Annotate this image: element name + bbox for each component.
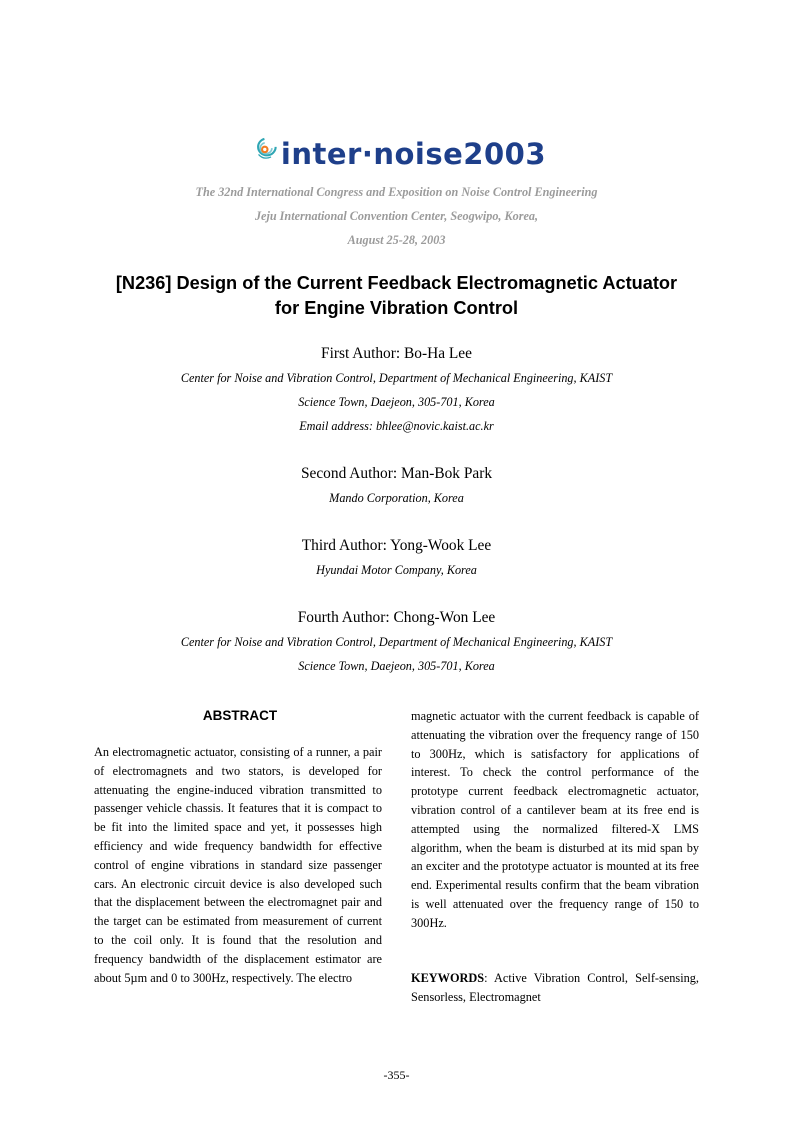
author-1-affiliation: Center for Noise and Vibration Control, Department of Mechanical Engineering, KAIST xyxy=(180,371,613,385)
conference-date: August 25-28, 2003 xyxy=(347,233,446,247)
author-4-affiliation: Center for Noise and Vibration Control, Department of Mechanical Engineering, KAIST xyxy=(180,635,613,649)
author-2-affiliation: Mando Corporation, Korea xyxy=(329,491,464,505)
conference-logo xyxy=(256,120,546,178)
conference-name: The 32nd International Congress and Exposition on Noise Control Engineering xyxy=(195,185,598,199)
title-line-1: [N236] Design of the Current Feedback Electromagnetic Actuator xyxy=(115,273,678,293)
abstract-heading: ABSTRACT xyxy=(202,708,278,723)
conference-venue: Jeju International Convention Center, Seogwipo, Korea, xyxy=(254,209,539,223)
author-1-email: Email address: bhlee@novic.kaist.ac.kr xyxy=(299,419,494,433)
swirl-logo-icon xyxy=(256,120,277,178)
keywords xyxy=(411,969,699,1007)
author-3-name: Third Author: Yong-Wook Lee xyxy=(301,537,492,554)
abstract-text-right: magnetic actuator with the current feedback is capable of attenuating the vibration over the frequency range of 150 to 300Hz, which is satisfactory for applications of interest. To check the control performance of the prototype current feedback electromagnetic actuator, vibration control of a cantilever beam at its free end is attempted using the normalized filtered-X LMS algorithm, when the beam is disturbed at its mid span by an exciter and the prototype actuator is mounted at its free end. Experimental results confirm that the beam vibration is well attenuated over the frequency range of 150 to 300Hz. xyxy=(411,709,699,930)
author-4-address: Science Town, Daejeon, 305-701, Korea xyxy=(298,659,495,673)
title-line-2: for Engine Vibration Control xyxy=(274,298,519,318)
abstract-text-left: An electromagnetic actuator, consisting of a runner, a pair of electromagnets and two stators, is developed for attenuating the engine-induced vibration transmitted to passenger vehicle chassis. It features that it is compact to be fit into the limited space and yet, it possesses high efficiency and wide frequency bandwidth for effective control of engine vibrations in standard size passenger cars. An electronic circuit device is also developed such that the displacement between the electromagnet pair and the target can be estimated from measurement of current to the coil only. It is found that the resolution and frequency bandwidth of the displacement estimator are about 5µm and 0 to 300Hz, respectively. The electro xyxy=(94,745,382,985)
page-number: -355- xyxy=(383,1068,410,1082)
author-2-name: Second Author: Man-Bok Park xyxy=(300,465,493,482)
logo-text: inter·noise2003 xyxy=(280,137,546,171)
author-4-name: Fourth Author: Chong-Won Lee xyxy=(297,609,496,626)
keywords-text: : Active Vibration Control, Self-sensing, Sensorless, Electromagnet xyxy=(411,971,699,1004)
author-1-name: First Author: Bo-Ha Lee xyxy=(321,345,472,362)
author-1-address: Science Town, Daejeon, 305-701, Korea xyxy=(298,395,495,409)
keywords-label: KEYWORDS xyxy=(411,971,485,985)
author-3-affiliation: Hyundai Motor Company, Korea xyxy=(316,563,477,577)
paper-title xyxy=(60,271,733,321)
